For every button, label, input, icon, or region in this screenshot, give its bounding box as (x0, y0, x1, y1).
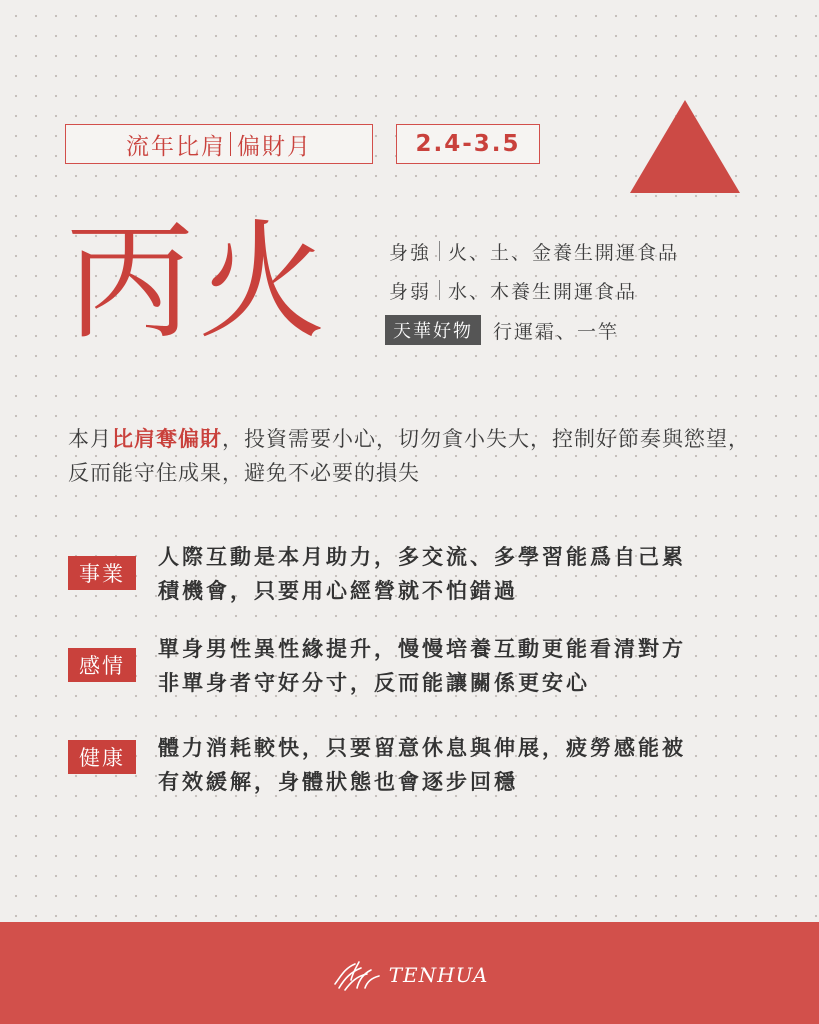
lotus-logo-icon (331, 958, 383, 992)
info-weak-label: 身弱 (389, 280, 432, 303)
section-career-line1: 人際互動是本月助力，多交流、多學習能爲自己累 (158, 545, 686, 569)
header-title-divider (230, 132, 231, 156)
info-weak-divider (439, 280, 440, 300)
section-badge-career: 事業 (68, 556, 136, 590)
section-badge-health: 健康 (68, 740, 136, 774)
info-goods (385, 316, 619, 344)
info-weak-text: 水、木養生開運食品 (448, 280, 638, 303)
footer-bar (0, 922, 819, 1024)
section-love-line1: 單身男性異性緣提升，慢慢培養互動更能看清對方 (158, 637, 686, 661)
goods-badge: 天華好物 (385, 315, 481, 345)
section-health-line1: 體力消耗較快，只要留意休息與伸展，疲勞感能被 (158, 736, 686, 760)
section-text-love (158, 632, 768, 700)
section-text-career (158, 540, 768, 608)
info-strong-divider (439, 241, 440, 261)
header-title-part1: 流年比肩 (126, 133, 226, 160)
triangle-icon (628, 98, 742, 194)
header-title-box (65, 124, 373, 164)
section-badge-love: 感情 (68, 648, 136, 682)
main-title: 丙火 (66, 208, 331, 357)
section-text-health (158, 731, 768, 799)
goods-text: 行運霜、一竿 (493, 320, 620, 343)
intro-suffix: ，投資需要小心，切勿貪小失大，控制好節奏與慾望，反而能守住成果，避免不必要的損失 (68, 427, 750, 485)
info-strong-text: 火、土、金養生開運食品 (448, 241, 680, 264)
date-range-box (396, 124, 540, 164)
section-health-line2: 有效緩解，身體狀態也會逐步回穩 (158, 770, 518, 794)
brand-logo (331, 958, 489, 992)
info-strong (389, 237, 679, 265)
info-weak (389, 276, 637, 304)
section-career-line2: 積機會，只要用心經營就不怕錯過 (158, 579, 518, 603)
header-title-part2: 偏財月 (237, 133, 312, 160)
info-strong-label: 身強 (389, 241, 432, 264)
intro-paragraph (68, 422, 768, 490)
brand-name: TENHUA (388, 963, 489, 987)
intro-prefix: 本月 (68, 427, 112, 451)
section-love-line2: 非單身者守好分寸，反而能讓關係更安心 (158, 671, 590, 695)
intro-highlight: 比肩奪偏財 (112, 427, 222, 451)
date-range: 2.4-3.5 (415, 131, 521, 157)
